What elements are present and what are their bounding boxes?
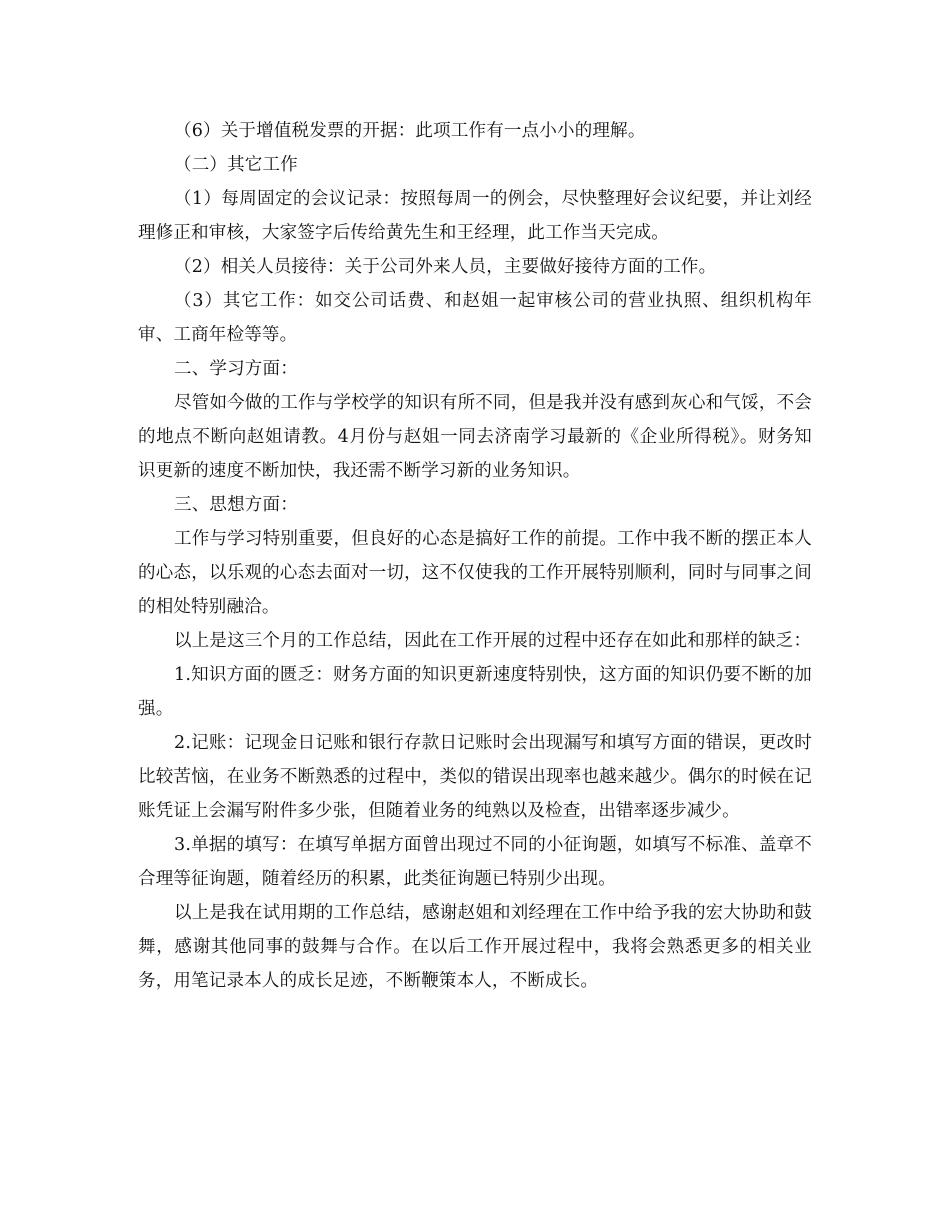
paragraph-closing: 以上是我在试用期的工作总结，感谢赵姐和刘经理在工作中给予我的宏大协助和鼓舞，感谢其他同事的鼓舞与合作。在以后工作开展过程中，我将会熟悉更多的相关业务，用笔记录本人的成长足迹，不断鞭策本人，不断成长。: [138, 903, 812, 991]
heading-thinking: 三、思想方面：: [174, 495, 298, 515]
paragraph-thinking: 工作与学习特别重要，但良好的心态是搞好工作的前提。工作中我不断的摆正本人的心态，以乐观的心态去面对一切，这不仅使我的工作开展特别顺利，同时与同事之间的相处特别融洽。: [138, 529, 812, 617]
heading-other-work: （二）其它工作: [174, 155, 298, 175]
heading-study: 二、学习方面：: [174, 359, 298, 379]
paragraph-vat-invoice: （6）关于增值税发票的开据：此项工作有一点小小的理解。: [174, 121, 646, 141]
paragraph-other-tasks: （3）其它工作：如交公司话费、和赵姐一起审核公司的营业执照、组织机构年审、工商年检等等。: [138, 291, 812, 345]
document-body: [138, 114, 812, 998]
list-item-forms: 3.单据的填写：在填写单据方面曾出现过不同的小征询题，如填写不标准、盖章不合理等征询题，随着经历的积累，此类征询题已特别少出现。: [138, 835, 812, 889]
paragraph-summary-shortcomings: 以上是这三个月的工作总结，因此在工作开展的过程中还存在如此和那样的缺乏：: [174, 631, 812, 651]
list-item-bookkeeping: 2.记账：记现金日记账和银行存款日记账时会出现漏写和填写方面的错误，更改时比较苦恼，在业务不断熟悉的过程中，类似的错误出现率也越来越少。偶尔的时候在记账凭证上会漏写附件多少张，但随着业务的纯熟以及检查，出错率逐步减少。: [138, 733, 812, 821]
paragraph-study: 尽管如今做的工作与学校学的知识有所不同，但是我并没有感到灰心和气馁，不会的地点不断向赵姐请教。4月份与赵姐一同去济南学习最新的《企业所得税》。财务知识更新的速度不断加快，我还需不断学习新的业务知识。: [138, 393, 812, 481]
paragraph-reception: （2）相关人员接待：关于公司外来人员，主要做好接待方面的工作。: [174, 257, 717, 277]
list-item-knowledge: 1.知识方面的匮乏：财务方面的知识更新速度特别快，这方面的知识仍要不断的加强。: [138, 665, 812, 719]
paragraph-meeting-minutes: （1）每周固定的会议记录：按照每周一的例会，尽快整理好会议纪要，并让刘经理修正和审核，大家签字后传给黄先生和王经理，此工作当天完成。: [138, 189, 812, 243]
